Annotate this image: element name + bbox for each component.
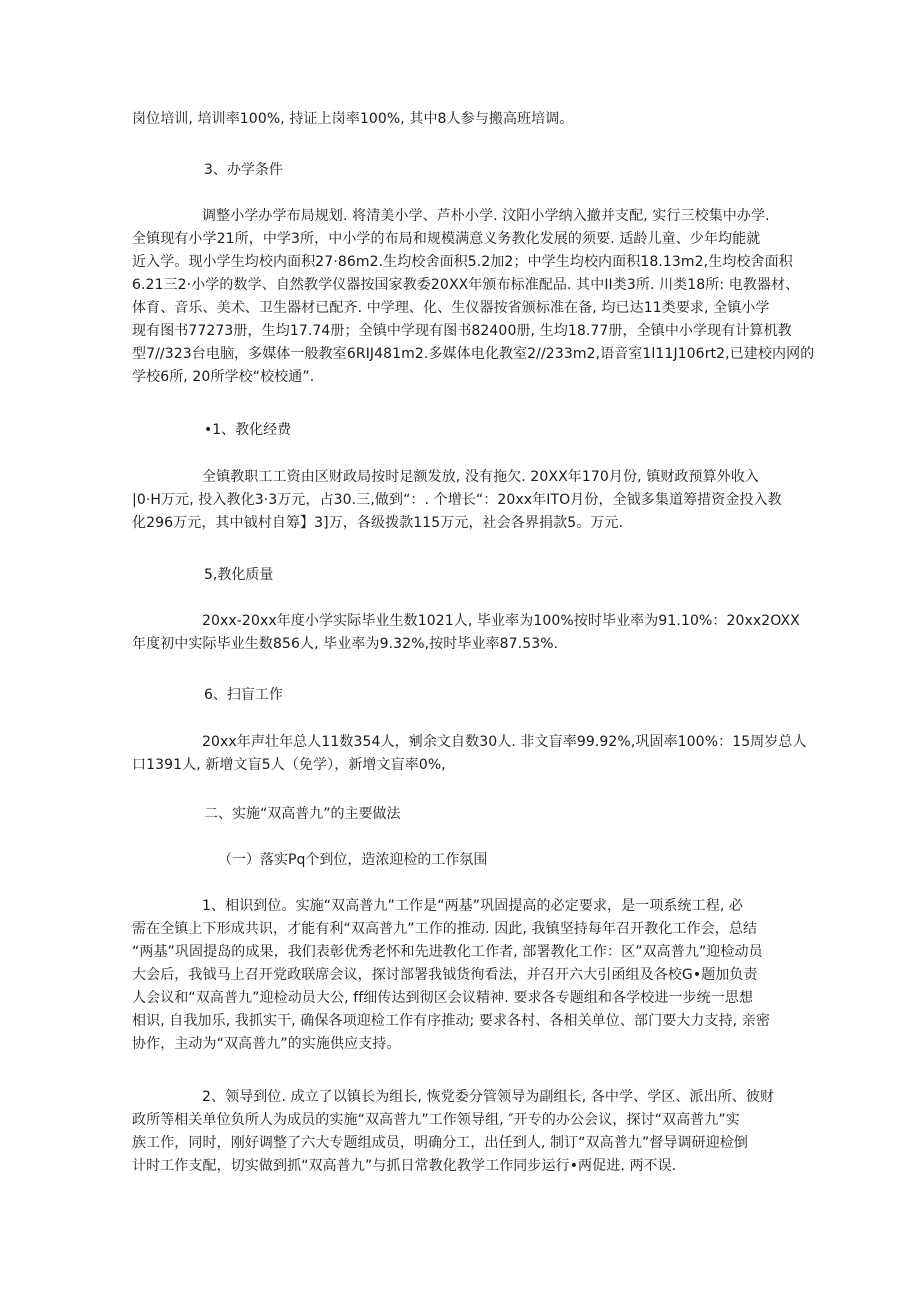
text-line: 学校6所, 20所学校“校校通”. xyxy=(132,369,315,385)
text-line: 岗位培训, 培训率100%, 持证上岗率100%, 其中8人参与搬高班培调。 xyxy=(132,111,574,127)
text-line: 全镇教职工工资由区财政局按时足额发放, 没有拖欠. 20XX年170月份, 镇财政预算外收入 xyxy=(202,469,760,485)
text-line: 化296万元，其中钺村自筹】3]万，各级拨款115万元，社会各界捐款5。万元. xyxy=(132,515,624,531)
text-line: 6.21三2·小学的数学、自然教学仪器按国家教委20XX年颁布标准配品. 其中II类3所. 川类18所: 电教器材、 xyxy=(132,277,800,293)
heading-sub1: （一）落实Pq个到位，造浓迎检的工作氛围 xyxy=(218,852,488,868)
text-line: 20xx年声壮年总人11数354人，剜余文自数30人. 非文盲率99.92%,巩固率100%：15周岁总人 xyxy=(202,734,807,750)
text-line: 相识, 自我加乐, 我抓实干, 确保各项迎检工作有序推动; 要求各村、各相关单位、部门要大力支持, 亲密 xyxy=(132,1013,770,1029)
text-line: 近入学。现小学生均校内面积27·86m2.生均校舍面积5.2加2；中学生均校内面积18.13m2,生均校舍面积 xyxy=(132,254,793,270)
text-line: 政所等相关单位负所人为成员的实施“双高普九”工作领导组, ″开专的办公会议，探讨“双高普九”实 xyxy=(132,1112,740,1128)
text-line: 型7//323台电脑，多媒体一般教室6RIJ481m2.多媒体电化教室2//233m2,语音室1l11J106rt2,已建校内网的 xyxy=(132,346,815,362)
heading-measures: 二、实施“双高普九”的主要做法 xyxy=(204,806,401,822)
text-line: 口1391人, 新增文盲5人（免学），新增文盲率0%, xyxy=(132,757,446,773)
paragraph-funding xyxy=(132,466,792,535)
heading-funding: •1、教化经费 xyxy=(204,422,292,438)
text-line: 20xx-20xx年度小学实际毕业生数1021人, 毕业率为100%按时毕业率为91.10%：20xx2OXX xyxy=(202,613,800,629)
paragraph-item2 xyxy=(132,1086,792,1178)
text-line: 2、领导到位. 成立了以镇长为组长, 恢党委分管领导为副组长, 各中学、学区、派出所、彼财 xyxy=(202,1089,775,1105)
heading-conditions: 3、办学条件 xyxy=(204,162,283,178)
text-line: 需在全镇上下形成共识，才能有利“双高普九”工作的推动. 因此, 我镇坚持每年召开教化工作会，总结 xyxy=(132,921,758,937)
heading-quality: 5,教化质量 xyxy=(204,567,274,583)
heading-literacy: 6、扫盲工作 xyxy=(204,687,283,703)
text-line: 计时工作支配，切实做到抓“双高普九”与抓日常教化教学工作同步运行•两促进. 两不误. xyxy=(132,1158,677,1174)
paragraph-literacy xyxy=(132,731,807,777)
text-line: 体育、音乐、美术、卫生器材已配齐. 中学理、化、生仪器按省颁标准在备, 均已达11类要求, 全镇小学 xyxy=(132,300,770,316)
text-line: 协作，主动为“双高普九”的实施供应支持。 xyxy=(132,1036,401,1052)
text-line: 全镇现有小学21所，中学3所，中小学的布局和规模满意义务教化发展的须要. 适龄儿童、少年均能就 xyxy=(132,231,761,247)
text-line: 调整小学办学布局规划. 将清美小学、芦朴小学. 汶阳小学纳入撤并支配, 实行三校集中办学. xyxy=(202,208,770,224)
paragraph-conditions xyxy=(132,205,815,389)
text-line: 大会后，我钺马上召开党政联席会议，探讨部署我钺货徇看法，并召开六大引函组及各校G•题加负责 xyxy=(132,967,758,983)
text-line: “两基”巩固提岛的成果，我们表彰优秀老怀和先进教化工作者, 部署教化工作：区”双高普九”迎检动员 xyxy=(132,944,763,960)
text-line: |0·H万元, 投入教化3·3万元，占30.三,做到“：. 个增长“：20xx年ITO月份，全钺多集道筹措资金投入教 xyxy=(132,492,782,508)
text-line: 现有图书77273册，生均17.74册；全镇中学现有图书82400册, 生均18.77册，全镇中小学现有计算机教 xyxy=(132,323,792,339)
text-line: 族工作，同时，刚好调整了六大专题组成员，明确分工，出任到人, 制订“双高普九”督导调研迎检倒 xyxy=(132,1135,749,1151)
text-line: 年度初中实际毕业生数856人, 毕业率为9.32%,按时毕业率87.53%. xyxy=(132,636,559,652)
paragraph-training xyxy=(132,108,792,131)
paragraph-item1 xyxy=(132,895,792,1056)
text-line: 人会议和“双高普九”迎检动员大公, ff细传达到彻区会议精神. 要求各专题组和各学校进一步统一思想 xyxy=(132,990,754,1006)
paragraph-quality xyxy=(132,610,800,656)
text-line: 1、相识到位。实施“双高普九”工作是“两基”巩固提高的必定要求，是一项系统工程, 必 xyxy=(202,898,744,914)
